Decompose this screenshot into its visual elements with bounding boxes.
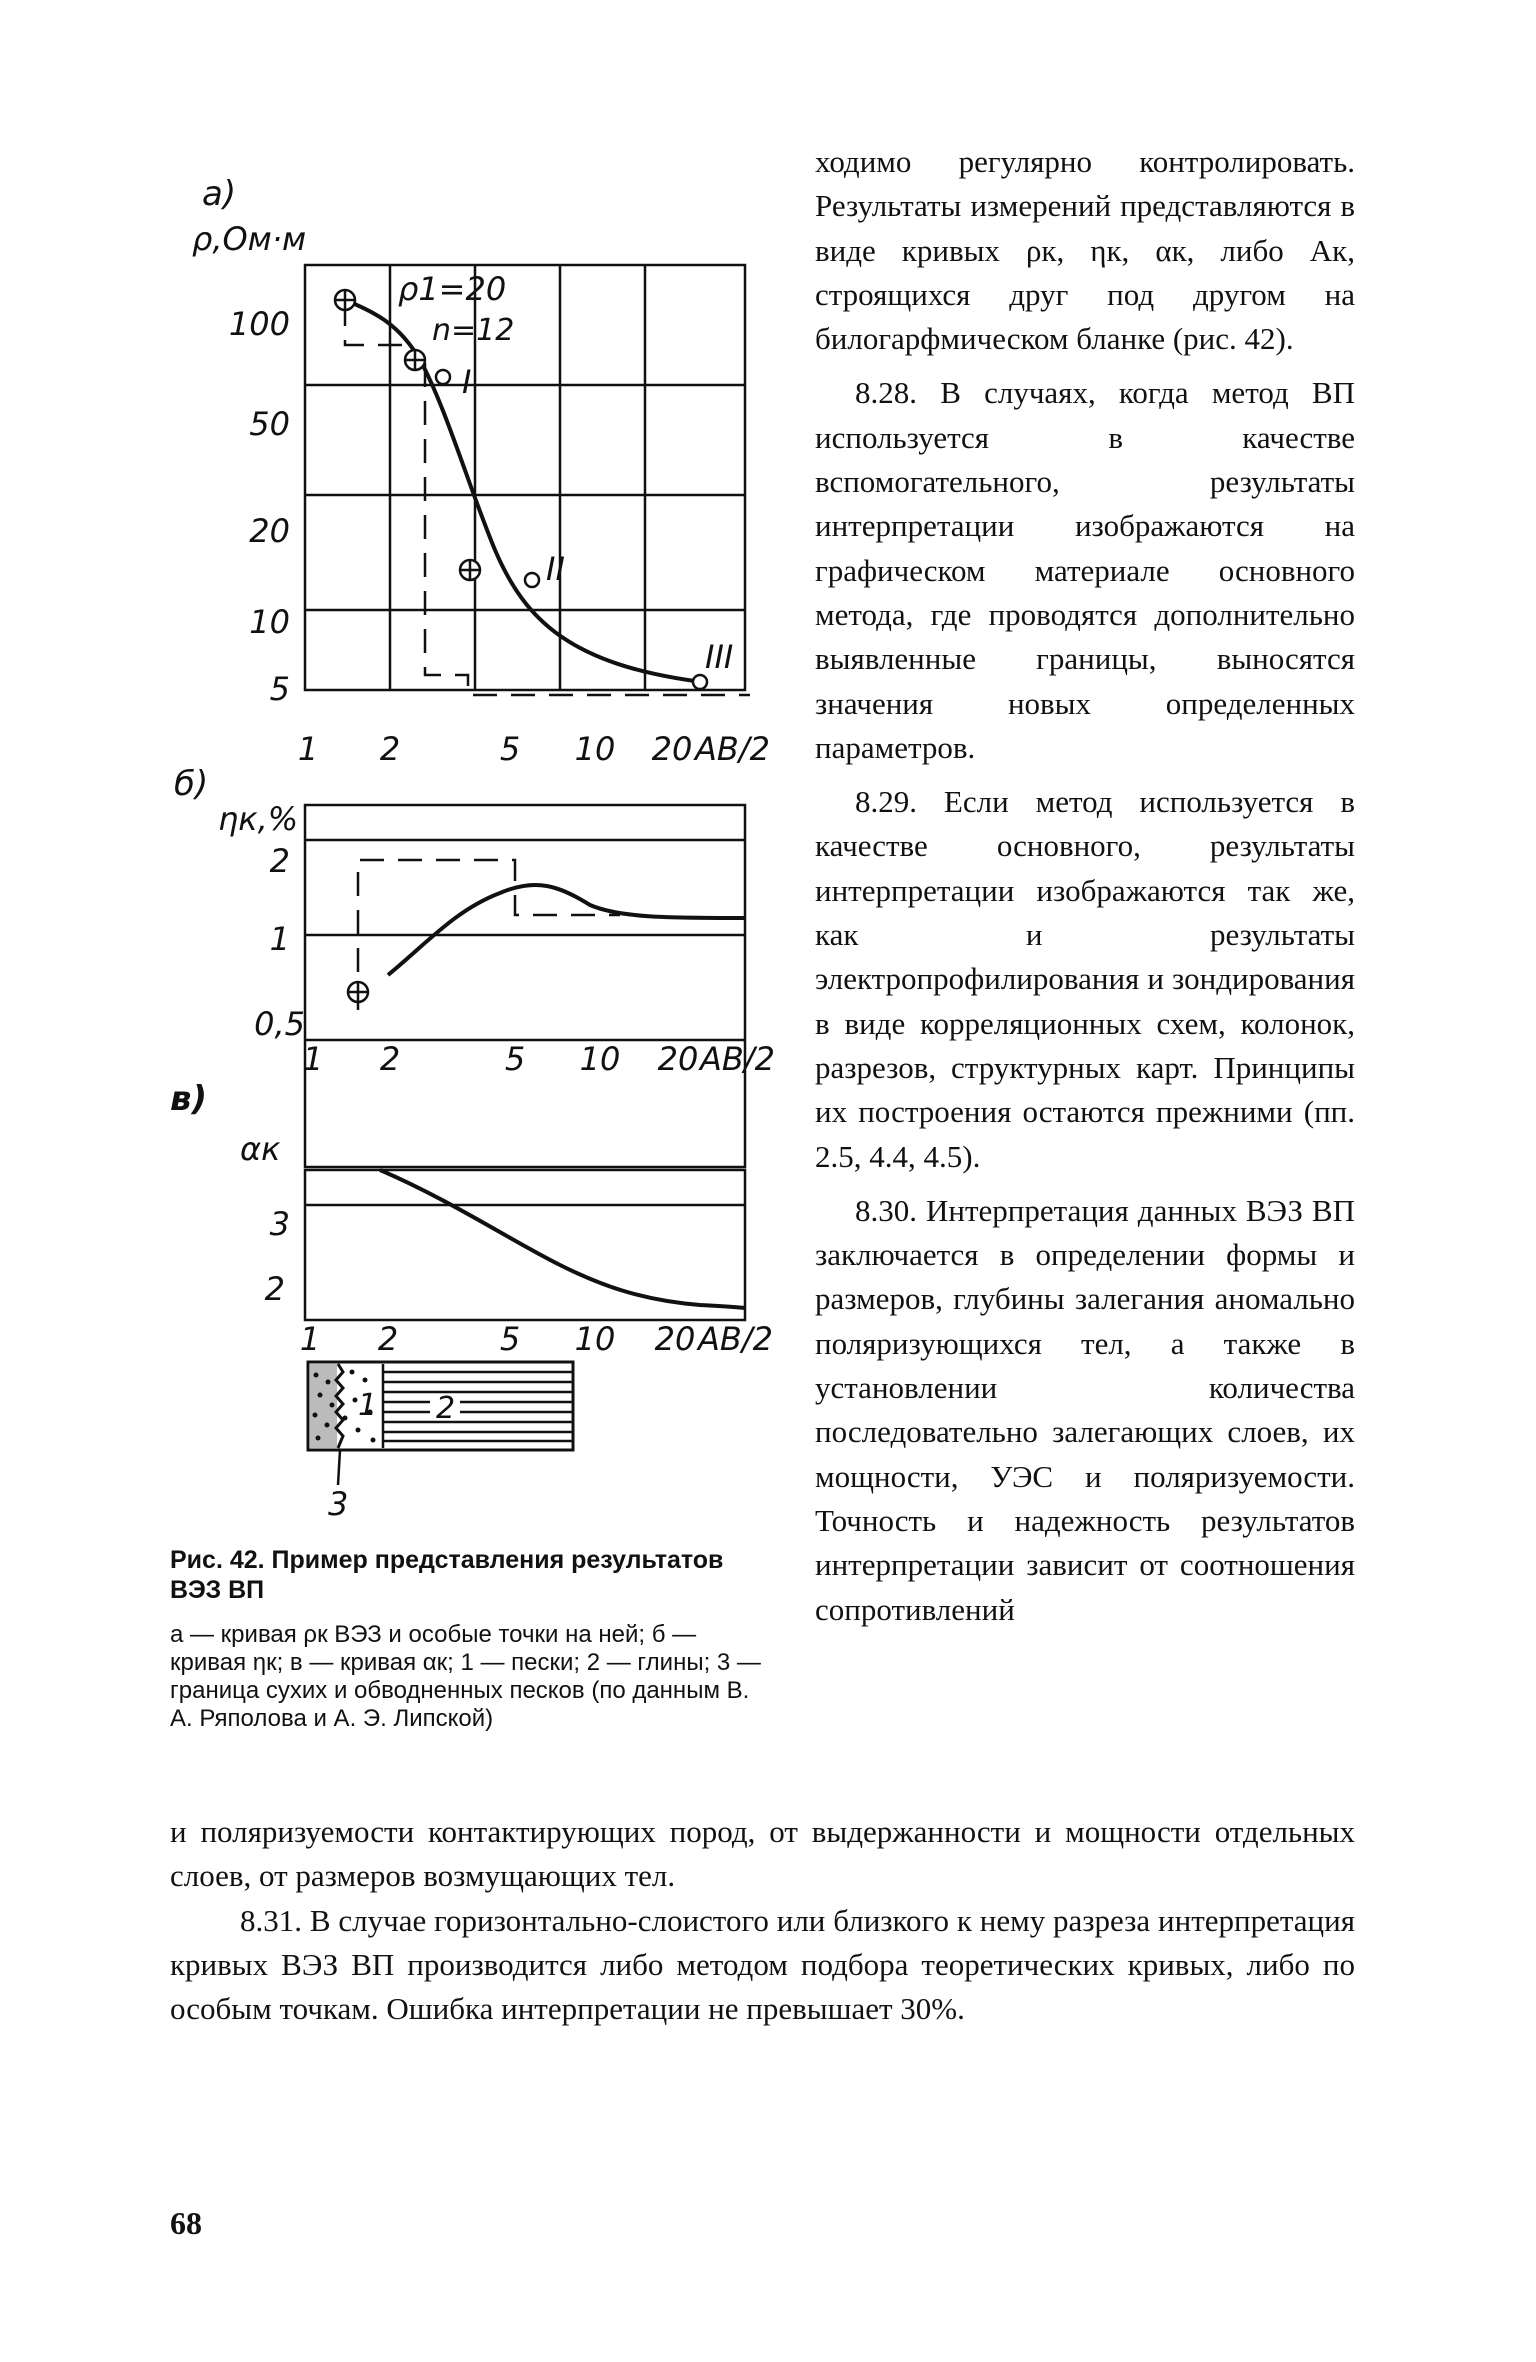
special-point-3 [693,675,707,689]
xtick-b-2: 2 [379,1040,401,1078]
ytick-b-2: 2 [269,842,290,880]
paragraph-8-31: 8.31. В случае горизонтально-слоистого или близкого к нему разреза интерпретация кривых ВЭЗ ВП производится либо методом подбора теоретических кривых, либо по особым точкам. Ошибка интерпретации не превышает 30%. [170,1902,1355,2027]
xtick-b-10: 10 [579,1040,621,1078]
xtick-b-5: 5 [504,1040,526,1078]
xtick-a-10: 10 [574,730,616,768]
ytick-b-1: 1 [269,920,290,958]
caption-title: Рис. 42. Пример представления результатов ВЭЗ ВП [170,1546,724,1604]
point-label-3: III [705,638,734,676]
panel-c-ylabel: αк [240,1130,281,1168]
xaxis-label-b: АВ/2 [700,1040,775,1078]
panel-b-eta-curve [388,885,745,975]
xtick-c-10: 10 [574,1320,616,1358]
xtick-a-5: 5 [499,730,521,768]
panel-a-rho-curve [345,300,702,682]
section-label-2: 2 [436,1391,456,1426]
cross-marker [348,982,368,1002]
paragraph-continuation: ходимо регулярно контролировать. Результаты измерений представляются в виде кривых ρк, ηк, αк, либо Ак, строящихся друг под другом на билогарфмическом бланке (рис. 42). [815,144,1355,357]
cross-marker [460,560,480,580]
paragraph-8-30-continuation: и поляризуемости контактирующих пород, от выдержанности и мощности отдельных слоев, от размеров возмущающих тел. [170,1814,1355,1894]
full-width-text [170,1810,1355,2031]
paragraph-8-29: 8.29. Если метод используется в качестве основного, результаты интерпретации изображаются так же, как и результаты электропрофилирования и зондирования в виде корреляционных схем, колонок, разрезов, структурных карт. Принципы их построения остаются прежними (пп. 2.5, 4.4, 4.5). [815,784,1355,1174]
panel-a-label: а) [202,174,237,214]
xaxis-label-c: АВ/2 [698,1320,773,1358]
panel-a-grid [305,265,745,690]
panel-b-yticks [254,842,305,1043]
figure-caption [170,1545,770,1733]
ytick-b-05: 0,5 [254,1005,305,1043]
cross-marker [405,350,425,370]
xtick-c-2: 2 [377,1320,399,1358]
ytick-a-5: 5 [269,670,290,708]
panel-a-yticks [229,305,290,708]
xtick-b-1: 1 [302,1040,324,1078]
xtick-c-1: 1 [299,1320,321,1358]
xtick-c-5: 5 [499,1320,521,1358]
geologic-section [308,1362,573,1523]
ytick-a-100: 100 [228,305,290,343]
ytick-a-50: 50 [249,405,290,443]
special-point-2 [525,573,539,587]
panel-b-xticks [303,1040,699,1078]
cross-marker [335,290,355,310]
panel-c-yticks [265,1205,290,1308]
xtick-a-2: 2 [379,730,401,768]
figure-42 [170,150,790,1530]
panel-a-xticks [298,730,693,768]
figure-svg [170,150,790,1530]
xtick-a-1: 1 [297,730,319,768]
panel-c-xticks [300,1320,696,1358]
caption-body: а — кривая ρк ВЭЗ и особые точки на ней; б — кривая ηк; в — кривая αк; 1 — пески; 2 — глины; 3 — граница сухих и обводненных песков (по данным В. А. Ряполова и А. Э. Липской) [170,1621,761,1732]
paragraph-8-30: 8.30. Интерпретация данных ВЭЗ ВП заключается в определении формы и размеров, глубины залегания аномально поляризующихся тел, а также в установлении количества последовательно залегающих слоев, их мощности, УЭС и поляризуемости. Точность и надежность результатов интерпретации зависит от соотношения сопротивлений [815,1192,1355,1627]
section-label-3: 3 [328,1485,349,1523]
panel-a-ylabel: ρ,Ом·м [192,220,307,258]
ytick-a-20: 20 [249,512,290,550]
ytick-c-3: 3 [269,1205,290,1243]
xtick-b-20: 20 [657,1040,699,1078]
panel-b-label: б) [174,764,209,804]
panel-a-frame [305,265,745,690]
section-label-1: 1 [358,1388,378,1423]
page-number: 68 [170,2205,202,2241]
annotation-rho1: ρ1=20 [398,270,507,308]
panel-c-alpha-curve [380,1170,745,1308]
xaxis-label-a: АВ/2 [695,730,770,768]
point-label-1: I [462,363,472,401]
xtick-a-20: 20 [651,730,693,768]
paragraph-8-28: 8.28. В случаях, когда метод ВП используется в качестве вспомогательного, результаты интерпретации изображаются на графическом материале основного метода, где проводятся дополнительно выявленные границы, выносятся значения новых определенных параметров. [815,375,1355,765]
panel-c-label: в) [170,1079,208,1119]
right-column-text [815,140,1355,1632]
point-label-2: II [546,550,565,588]
ytick-c-2: 2 [264,1270,285,1308]
ytick-a-10: 10 [249,603,290,641]
annotation-n: n=12 [432,313,515,348]
special-point-1 [436,370,450,384]
xtick-c-20: 20 [654,1320,696,1358]
panel-b-ylabel: ηк,% [218,800,299,838]
